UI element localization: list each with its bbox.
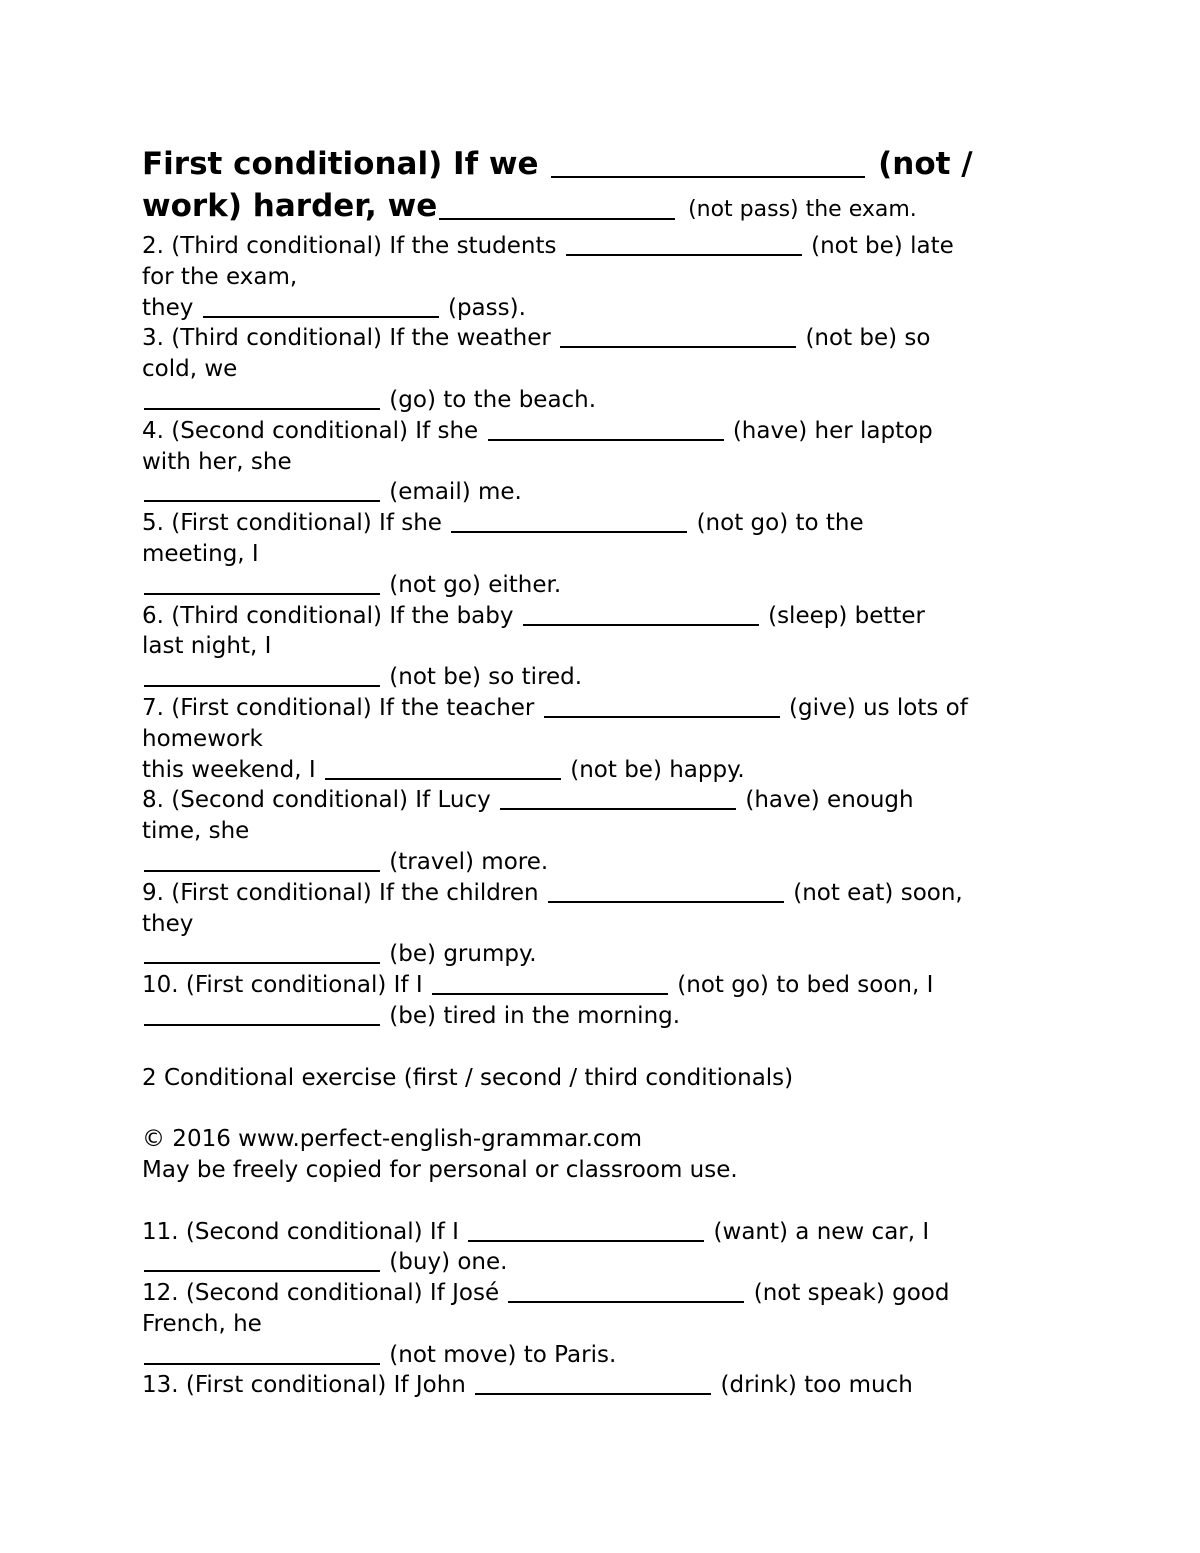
exercise-line	[142, 1309, 1072, 1340]
line-text: (not be) so	[798, 325, 931, 352]
line-text: (buy) one.	[382, 1249, 508, 1276]
answer-blank	[548, 901, 784, 903]
line-text: they	[142, 910, 194, 937]
line-text: (email) me.	[382, 479, 522, 506]
answer-blank	[432, 993, 668, 995]
answer-blank	[144, 500, 380, 502]
exercise-list-2	[142, 1217, 1072, 1402]
answer-blank	[475, 1393, 711, 1395]
exercise-line	[142, 662, 1072, 693]
line-text: homework	[142, 725, 263, 752]
answer-blank	[488, 439, 724, 441]
line-text: cold, we	[142, 356, 238, 383]
line-text: (go) to the beach.	[382, 386, 597, 413]
exercise-line	[142, 1217, 1072, 1248]
line-text: 10. (First conditional) If I	[142, 972, 430, 999]
copyright-notice: © 2016 www.perfect-english-grammar.com	[142, 1126, 643, 1153]
exercise-line	[142, 970, 1072, 1001]
line-text: (not go) to the	[689, 510, 864, 537]
line-text: (not eat) soon,	[785, 879, 963, 906]
answer-blank	[144, 685, 380, 687]
exercise-line	[142, 354, 1072, 385]
exercise-line	[142, 539, 1072, 570]
exercise-line	[142, 262, 1072, 293]
line-text: (want) a new car, I	[706, 1218, 930, 1245]
line-text: with her, she	[142, 448, 292, 475]
line-text: (sleep) better	[760, 602, 926, 629]
exercise-list	[142, 231, 1072, 1032]
exercise-line	[142, 508, 1072, 539]
line-text: French, he	[142, 1310, 262, 1337]
spacer	[142, 1186, 1072, 1217]
exercise-line	[142, 477, 1072, 508]
line-text: (have) her laptop	[725, 417, 933, 444]
exercise-line	[142, 231, 1072, 262]
answer-blank	[144, 593, 380, 595]
line-text: 8. (Second conditional) If Lucy	[142, 787, 499, 814]
exercise-line	[142, 816, 1072, 847]
exercise-line	[142, 631, 1072, 662]
answer-blank	[544, 716, 780, 718]
exercise-line	[142, 878, 1072, 909]
heading-text-1: First conditional) If we	[142, 146, 539, 182]
exercise-line	[142, 416, 1072, 447]
exercise-line	[142, 1247, 1072, 1278]
heading-text-2: (not /	[878, 146, 973, 182]
worksheet-content	[142, 143, 1072, 1401]
exercise-line	[142, 724, 1072, 755]
exercise-line	[142, 939, 1072, 970]
answer-blank	[500, 808, 736, 810]
answer-blank	[144, 1270, 380, 1272]
line-text: time, she	[142, 818, 250, 845]
answer-blank	[468, 1240, 704, 1242]
line-text: (be) tired in the morning.	[382, 1002, 681, 1029]
line-text: 9. (First conditional) If the children	[142, 879, 546, 906]
exercise-line	[142, 570, 1072, 601]
answer-blank	[566, 254, 802, 256]
answer-blank	[144, 962, 380, 964]
line-text: they	[142, 294, 201, 321]
line-text: (pass).	[440, 294, 526, 321]
section-title: 2 Conditional exercise (first / second / third conditionals)	[142, 1064, 794, 1091]
line-text: (be) grumpy.	[382, 941, 537, 968]
heading-text-4: (not pass) the exam.	[688, 197, 917, 222]
line-text: for the exam,	[142, 263, 298, 290]
line-text: last night, I	[142, 633, 272, 660]
line-text: (not go) either.	[382, 571, 562, 598]
answer-blank	[203, 316, 439, 318]
exercise-line	[142, 693, 1072, 724]
line-text: (not be) happy.	[562, 756, 745, 783]
exercise-line	[142, 785, 1072, 816]
line-text: (travel) more.	[382, 848, 549, 875]
exercise-line	[142, 385, 1072, 416]
answer-blank	[144, 1024, 380, 1026]
line-text: 4. (Second conditional) If she	[142, 417, 486, 444]
license-notice: May be freely copied for personal or classroom use.	[142, 1156, 738, 1183]
exercise-line	[142, 323, 1072, 354]
exercise-line	[142, 755, 1072, 786]
spacer	[142, 1032, 1072, 1063]
exercise-line	[142, 1370, 1072, 1401]
answer-blank	[144, 1363, 380, 1365]
line-text: (not go) to bed soon, I	[669, 972, 934, 999]
answer-blank	[325, 778, 561, 780]
answer-blank	[144, 870, 380, 872]
exercise-line	[142, 1340, 1072, 1371]
answer-blank	[451, 531, 687, 533]
exercise-line	[142, 847, 1072, 878]
answer-blank	[144, 408, 380, 410]
exercise-line	[142, 601, 1072, 632]
line-text: 2. (Third conditional) If the students	[142, 233, 564, 259]
heading-text-3: work) harder, we	[142, 188, 438, 224]
exercise-line	[142, 293, 1072, 324]
line-text: 6. (Third conditional) If the baby	[142, 602, 521, 629]
line-text: (have) enough	[738, 787, 914, 814]
line-text: 11. (Second conditional) If I	[142, 1218, 467, 1245]
answer-blank	[439, 218, 675, 220]
line-text: (not speak) good	[746, 1280, 950, 1307]
line-text: (drink) too much	[713, 1372, 913, 1399]
line-text: 7. (First conditional) If the teacher	[142, 694, 542, 721]
line-text: this weekend, I	[142, 756, 323, 783]
answer-blank	[560, 346, 796, 348]
exercise-line	[142, 447, 1072, 478]
line-text: 12. (Second conditional) If José	[142, 1280, 507, 1307]
line-text: (give) us lots of	[781, 694, 968, 721]
exercise-line	[142, 909, 1072, 940]
line-text: (not be) late	[803, 233, 954, 259]
line-text: 5. (First conditional) If she	[142, 510, 450, 537]
line-text: (not be) so tired.	[382, 664, 583, 691]
answer-blank	[551, 176, 865, 178]
exercise-1-heading	[142, 143, 1072, 231]
line-text: meeting, I	[142, 540, 259, 567]
answer-blank	[508, 1301, 744, 1303]
answer-blank	[523, 624, 759, 626]
spacer	[142, 1093, 1072, 1124]
line-text: 13. (First conditional) If John	[142, 1372, 474, 1399]
exercise-line	[142, 1278, 1072, 1309]
exercise-line	[142, 1001, 1072, 1032]
line-text: (not move) to Paris.	[382, 1341, 617, 1368]
line-text: 3. (Third conditional) If the weather	[142, 325, 559, 352]
